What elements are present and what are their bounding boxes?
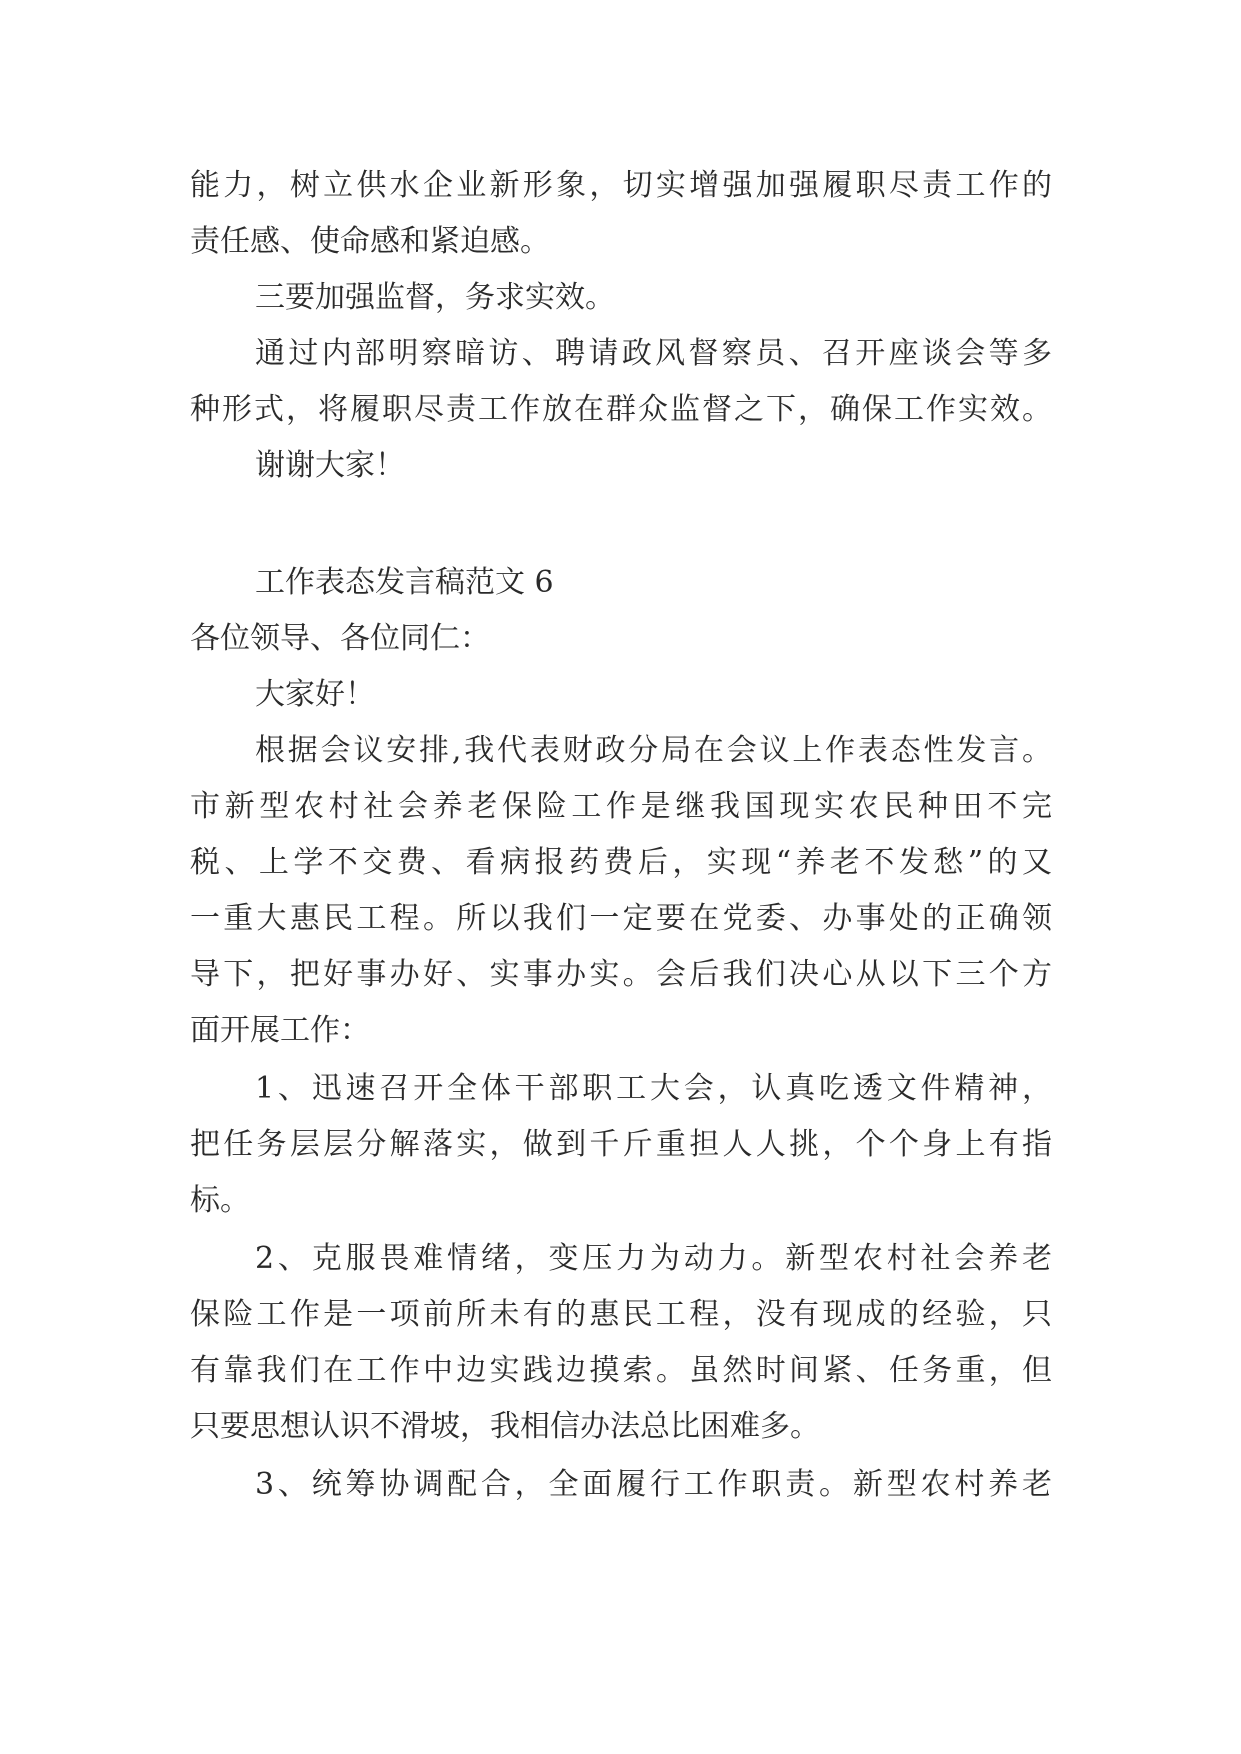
greeting: 大家好！: [255, 677, 375, 712]
list-item-line: 1、迅速召开全体干部职工大会，认真吃透文件精神，: [255, 1071, 1052, 1106]
list-item-line: 2、克服畏难情绪，变压力为动力。新型农村社会养老: [255, 1241, 1052, 1276]
list-item-line: 有靠我们在工作中边实践边摸索。虽然时间紧、任务重，但: [190, 1353, 1052, 1388]
body-line: 种形式，将履职尽责工作放在群众监督之下，确保工作实效。: [190, 392, 1052, 427]
closing-line: 谢谢大家！: [255, 448, 405, 483]
list-item-line: 把任务层层分解落实，做到千斤重担人人挑，个个身上有指: [190, 1127, 1052, 1162]
list-item-line: 保险工作是一项前所未有的惠民工程，没有现成的经验，只: [190, 1297, 1052, 1332]
point-heading: 三要加强监督，务求实效。: [255, 280, 615, 315]
body-line: 导下，把好事办好、实事办实。会后我们决心从以下三个方: [190, 957, 1052, 992]
list-item-line: 只要思想认识不滑坡，我相信办法总比困难多。: [190, 1409, 820, 1444]
salutation: 各位领导、各位同仁：: [190, 621, 490, 656]
body-line: 税、上学不交费、看病报药费后，实现“养老不发愁”的又: [190, 845, 1052, 880]
list-item-line: 标。: [190, 1183, 250, 1218]
body-line: 一重大惠民工程。所以我们一定要在党委、办事处的正确领: [190, 901, 1052, 936]
list-item-line: 3、统筹协调配合，全面履行工作职责。新型农村养老: [255, 1467, 1052, 1502]
section-title: 工作表态发言稿范文 6: [255, 565, 554, 600]
body-line: 面开展工作：: [190, 1013, 370, 1048]
body-line: 通过内部明察暗访、聘请政风督察员、召开座谈会等多: [255, 336, 1052, 371]
body-line: 责任感、使命感和紧迫感。: [190, 224, 550, 259]
body-line: 市新型农村社会养老保险工作是继我国现实农民种田不完: [190, 789, 1052, 824]
body-line: 能力，树立供水企业新形象，切实增强加强履职尽责工作的: [190, 168, 1052, 203]
body-line: 根据会议安排,我代表财政分局在会议上作表态性发言。: [255, 733, 1052, 768]
